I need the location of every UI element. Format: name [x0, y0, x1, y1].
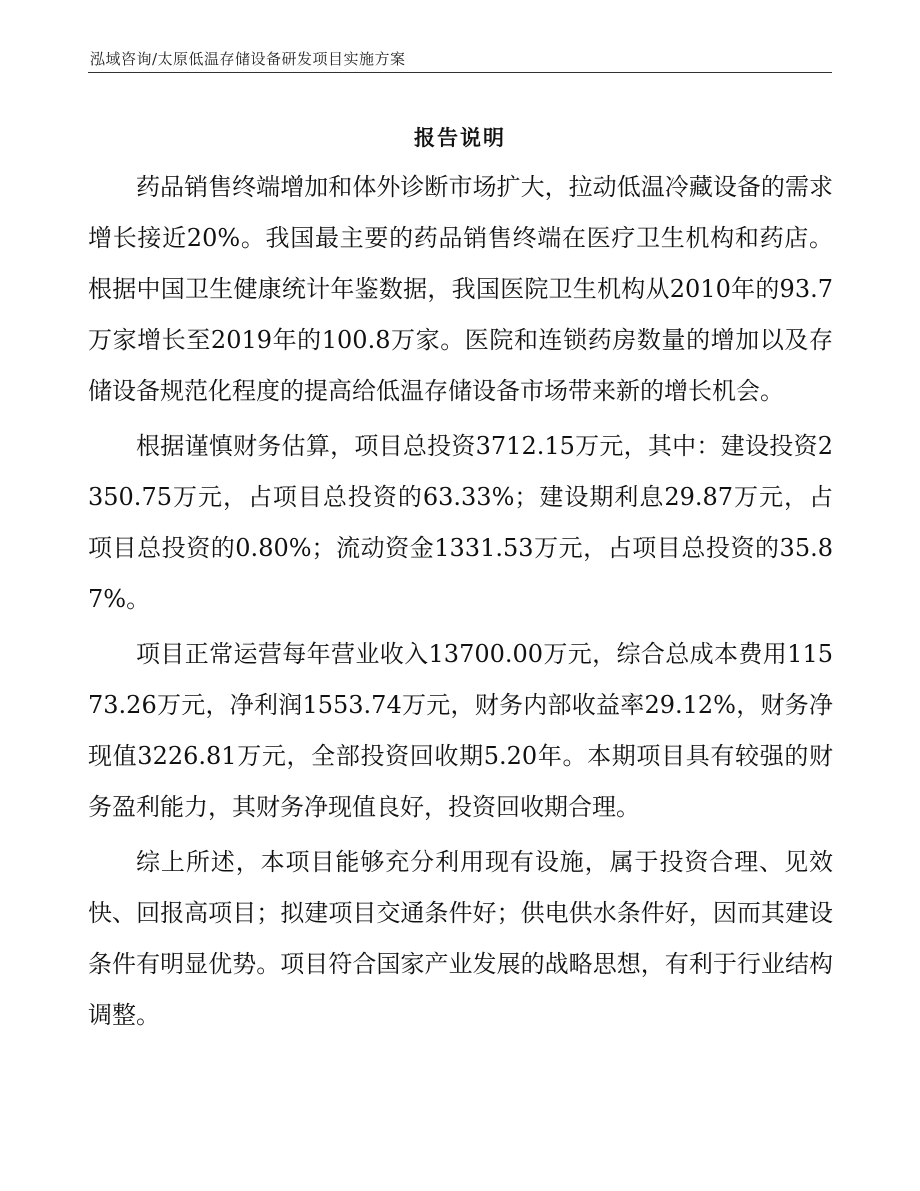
- paragraph-conclusion: 综上所述，本项目能够充分利用现有设施，属于投资合理、见效快、回报高项目；拟建项目交通条件好；供电供水条件好，因而其建设条件有明显优势。项目符合国家产业发展的战略思想，有利于行业结构调整。: [88, 848, 833, 1029]
- paragraph-investment: 根据谨慎财务估算，项目总投资3712.15万元，其中：建设投资2350.75万元，占项目总投资的63.33%；建设期利息29.87万元，占项目总投资的0.80%；流动资金1331.53万元，占项目总投资的35.87%。: [88, 432, 833, 613]
- page-header: 泓域咨询/太原低温存储设备研发项目实施方案: [90, 50, 406, 68]
- paragraph-market-demand: 药品销售终端增加和体外诊断市场扩大，拉动低温冷藏设备的需求增长接近20%。我国最主要的药品销售终端在医疗卫生机构和药店。根据中国卫生健康统计年鉴数据，我国医院卫生机构从2010年的93.7万家增长至2019年的100.8万家。医院和连锁药房数量的增加以及存储设备规范化程度的提高给低温存储设备市场带来新的增长机会。: [88, 173, 833, 405]
- header-divider: [88, 72, 832, 73]
- document-body: [88, 162, 833, 1045]
- page-title: 报告说明: [414, 126, 506, 150]
- paragraph-financials: 项目正常运营每年营业收入13700.00万元，综合总成本费用11573.26万元，净利润1553.74万元，财务内部收益率29.12%，财务净现值3226.81万元，全部投资回收期5.20年。本期项目具有较强的财务盈利能力，其财务净现值良好，投资回收期合理。: [88, 640, 833, 821]
